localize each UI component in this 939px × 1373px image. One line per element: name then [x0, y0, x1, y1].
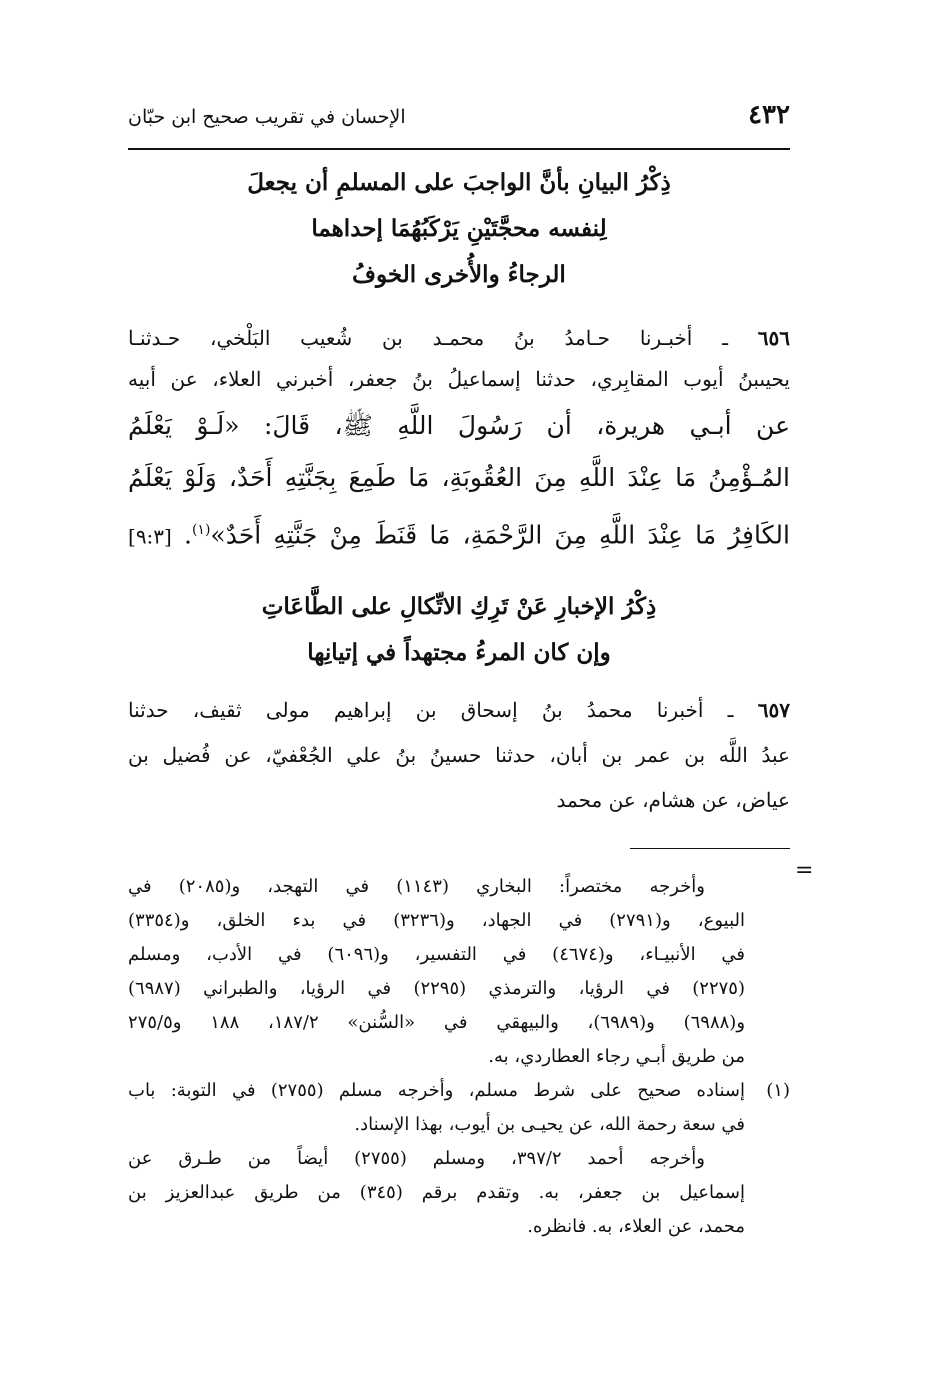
hadith-656-line-2: يحيىبنُ أيوب المقابِري، حدثنا إسماعيلُ بنُ جعفر، أخبرني العلاء، عن أبيه [128, 367, 790, 391]
hadith-number: ٦٥٦ [757, 326, 791, 350]
footnote-continuation-mark: = [795, 858, 814, 883]
footnote-line: إسماعيل بن جعفر، به. وتقدم برقم (٣٤٥) من طريق عبدالعزيز بن [128, 1182, 745, 1203]
hadith-657-line-2: عبدُ اللَّه بن عمر بن أبان، حدثنا حسينُ بنُ علي الجُعْفيّ، عن فُضيل بن [128, 743, 790, 767]
hadith-656-line-1: ٦٥٦ ـ أخبـرنا حـامدُ بنُ محمـد بن شُعيب البَلْخي، حـدثنـا [128, 326, 791, 350]
hadith-656-line-5: الكَافِرُ مَا عِنْدَ اللَّهِ مِنَ الرَّحْمَةِ، مَا قَنَطَ مِنْ جَنَّتِهِ أَحَدٌ»$^{(١)}$. [٩:٣] [128, 520, 790, 550]
hadith-number: ٦٥٧ [757, 698, 790, 722]
heading-1-line-3: الرجاءُ والأُخرى الخوفُ [352, 261, 566, 288]
heading-2-line-2: وإن كان المرءُ مجتهداً في إتيانِها [307, 639, 611, 666]
footnote-line: محمد، عن العلاء، به. فانظره. [527, 1216, 745, 1237]
footnote-line: البيوع، و(٢٧٩١) في الجهاد، و(٣٢٣٦) في بدء الخلق، و(٣٣٥٤) [128, 910, 745, 931]
book-title: الإحسان في تقريب صحيح ابن حبّان [128, 106, 406, 128]
heading-1-line-1: ذِكْرُ البيانِ بأنَّ الواجبَ على المسلمِ أن يجعلَ [247, 169, 671, 196]
hadith-657-line-1: ٦٥٧ ـ أخبرنا محمدُ بنُ إسحاق بن إبراهيم مولى ثقيف، حدثنا [128, 698, 790, 722]
cross-reference: [٩:٣] [128, 524, 172, 549]
footnotes [128, 870, 790, 1244]
chapter-heading-1 [128, 160, 790, 298]
footnote-continued [128, 870, 790, 1074]
footnote-line: في سعة رحمة الله، عن يحيـى بن أيوب، بهذا الإسناد. [354, 1114, 745, 1135]
footnote-1-marker: (١) [766, 1080, 790, 1101]
footnote-line: و(٦٩٨٨) و(٦٩٨٩)، والبيهقي في «السُّنن» ١٨٧/٢، ١٨٨ و٢٧٥/٥ [128, 1012, 746, 1033]
footnote-ref: (١) [191, 522, 211, 538]
running-header [128, 100, 790, 140]
footnote-line: وأخرجه أحمد ٣٩٧/٢، ومسلم (٢٧٥٥) أيضاً من طـرق عن [128, 1148, 705, 1169]
footnote-line: في الأنبيـاء، و(٤٦٧٤) في التفسير، و(٦٠٩٦) في الأدب، ومسلم [128, 944, 746, 965]
footnote-rule [630, 848, 790, 849]
header-rule [128, 148, 790, 150]
hadith-657-line-3: عياض، عن هشام، عن محمد [556, 788, 790, 812]
footnote-line: وأخرجه مختصراً: البخاري (١١٤٣) في التهجد، و(٢٠٨٥) في [128, 876, 705, 897]
heading-2-line-1: ذِكْرُ الإخبارِ عَنْ تَرِكِ الاتِّكالِ على الطَّاعَاتِ [261, 593, 657, 620]
page-number: ٤٣٢ [748, 100, 790, 130]
hadith-656 [128, 318, 790, 562]
chapter-heading-2 [128, 584, 790, 676]
heading-1-line-2: لِنفسه محجَّتَيْنِ يَرْكَبُهُمَا إحداهما [311, 215, 607, 242]
footnote-line: إسناده صحيح على شرط مسلم، وأخرجه مسلم (٢٧٥٥) في التوبة: باب [128, 1080, 745, 1101]
hadith-657 [128, 688, 790, 823]
footnote-1 [128, 1074, 790, 1244]
hadith-656-line-4: المُـؤْمِنُ مَا عِنْدَ اللَّهِ مِنَ العُقُوبَةِ، مَا طَمِعَ بِجَنَّتِهِ أَحَدٌ، وَلَوْ يَعْلَمُ [128, 463, 790, 492]
footnote-line: (٢٢٧٥) في الرؤيا، والترمذي (٢٢٩٥) في الرؤيا، والطبراني (٦٩٨٧) [128, 978, 745, 999]
footnote-line: من طريق أبـي رجاء العطاردي، به. [488, 1046, 745, 1067]
hadith-656-line-3: عن أبـي هريرة، أن رَسُولَ اللَّهِ ﷺ، قَالَ: «لَـوْ يَعْلَمُ [128, 411, 790, 440]
